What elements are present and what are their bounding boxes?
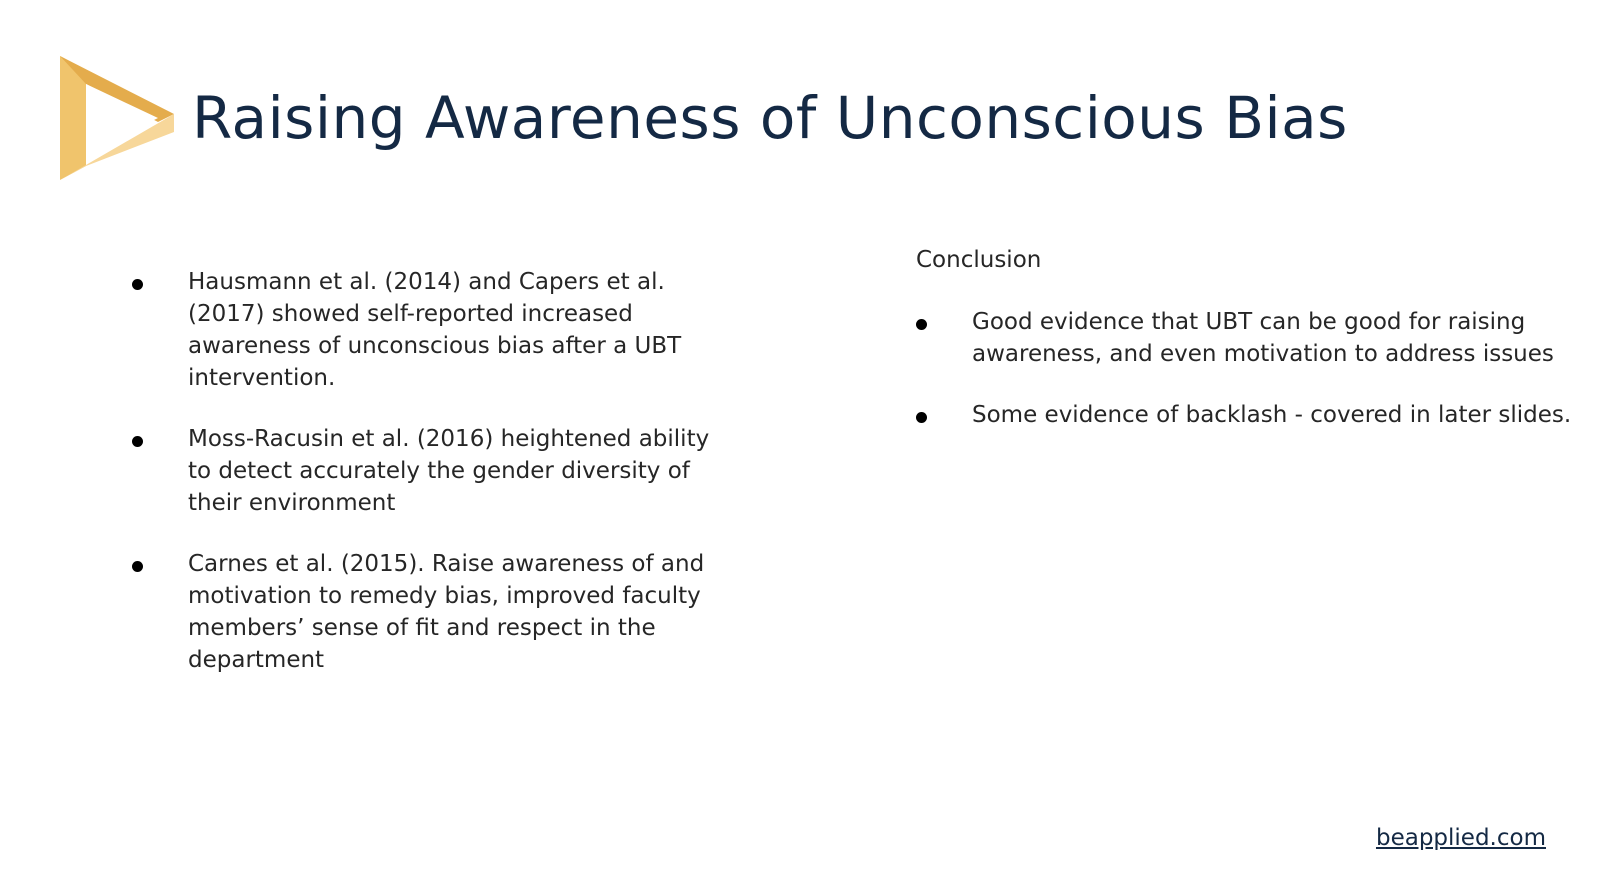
conclusion-bullet-list	[916, 306, 1576, 431]
right-column	[916, 244, 1576, 460]
list-item-text: Hausmann et al. (2014) and Capers et al. (2017) showed self-reported increased awareness of unconscious bias after a UBT intervention.	[188, 269, 682, 391]
left-bullet-list	[132, 266, 732, 676]
conclusion-heading: Conclusion	[916, 247, 1042, 273]
list-item-text: Moss-Racusin et al. (2016) heightened ability to detect accurately the gender diversity of their environment	[188, 426, 710, 516]
slide-title: Raising Awareness of Unconscious Bias	[192, 84, 1348, 152]
list-item	[132, 266, 732, 394]
left-column	[132, 266, 732, 705]
beapplied-link[interactable]: beapplied.com	[1375, 825, 1546, 851]
list-item-text: Some evidence of backlash - covered in later slides.	[972, 402, 1572, 428]
bullet-dot-icon	[132, 436, 143, 447]
bullet-dot-icon	[916, 319, 927, 330]
bullet-dot-icon	[132, 561, 143, 572]
list-item	[916, 306, 1576, 370]
list-item-text: Carnes et al. (2015). Raise awareness of and motivation to remedy bias, improved faculty members’ sense of fit and respect in the department	[188, 551, 705, 673]
list-item	[132, 423, 732, 519]
bullet-dot-icon	[916, 412, 927, 423]
list-item	[132, 548, 732, 676]
list-item-text: Good evidence that UBT can be good for raising awareness, and even motivation to address issues	[972, 309, 1554, 367]
list-item	[916, 399, 1576, 431]
play-triangle-logo-icon	[58, 52, 176, 184]
bullet-dot-icon	[132, 279, 143, 290]
